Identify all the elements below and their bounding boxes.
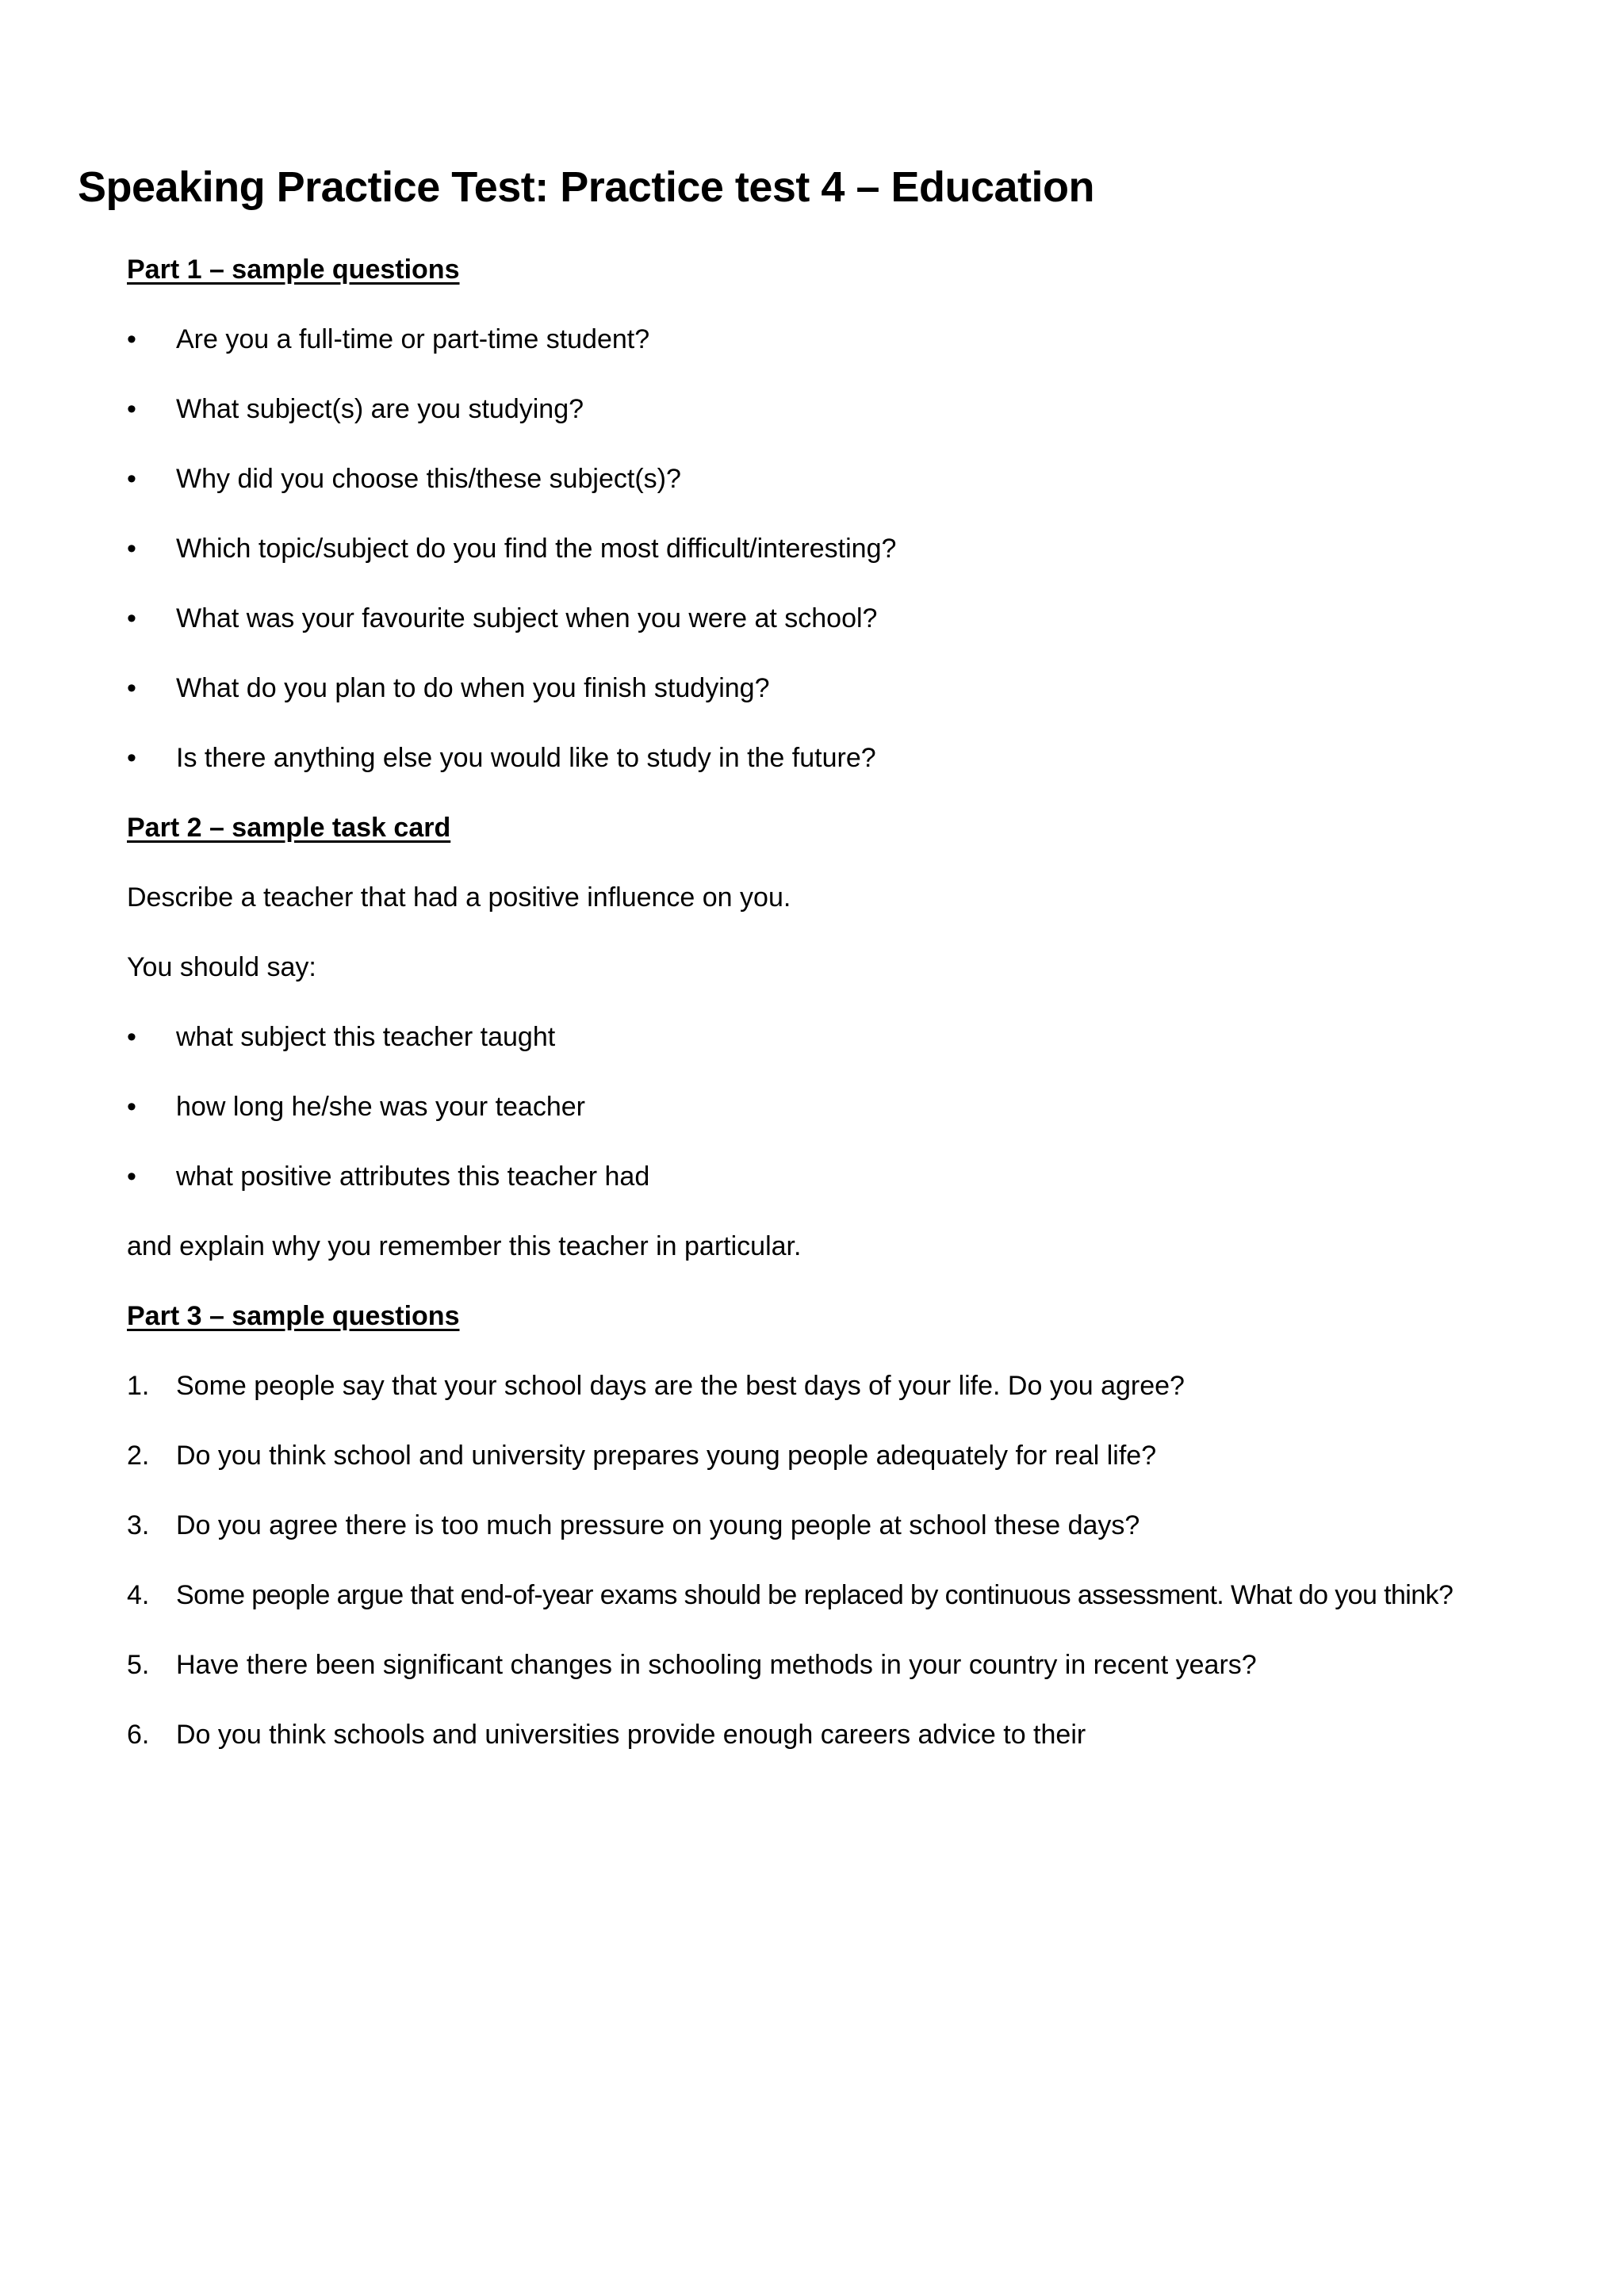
bullet-icon (127, 740, 176, 775)
part3-question (127, 1717, 1592, 1752)
bullet-icon (127, 392, 176, 427)
part1-heading: Part 1 – sample questions (127, 254, 460, 285)
part3-question-text: Do you think schools and universities provide enough careers advice to their (176, 1720, 1086, 1750)
bullet-icon (127, 671, 176, 706)
part2-point (127, 1089, 1592, 1124)
question-number: 1. (127, 1371, 150, 1401)
question-number: 2. (127, 1441, 150, 1471)
part1-question (127, 601, 1592, 636)
bullet-icon (127, 1020, 176, 1054)
part2-point-text: what positive attributes this teacher had (176, 1161, 650, 1192)
bullet-icon (127, 1159, 176, 1194)
part1-question (127, 740, 1592, 775)
part2-point-text: how long he/she was your teacher (176, 1092, 585, 1122)
part3-question-text: Do you agree there is too much pressure on young people at school these days? (176, 1510, 1140, 1540)
part2-lead-in: You should say: (127, 952, 316, 982)
bullet-icon (127, 461, 176, 496)
part1-question-text: What do you plan to do when you finish studying? (176, 673, 770, 703)
part2-point-text: what subject this teacher taught (176, 1022, 556, 1052)
bullet-icon (127, 601, 176, 636)
part3-question-text: Have there been significant changes in schooling methods in your country in recent years? (176, 1650, 1257, 1680)
bullet-icon (127, 322, 176, 357)
part1-question-text: Are you a full-time or part-time student? (176, 324, 650, 354)
part1-question (127, 392, 1592, 427)
question-number: 3. (127, 1510, 150, 1540)
part3-question (127, 1438, 1592, 1473)
question-number: 6. (127, 1720, 150, 1750)
part2-prompt: Describe a teacher that had a positive influence on you. (127, 882, 791, 913)
part3-question (127, 1647, 1592, 1682)
part1-question (127, 322, 1592, 357)
part3-question-text: Some people argue that end-of-year exams should be replaced by continuous assessment. What do you think? (176, 1580, 1454, 1610)
part1-question-text: What subject(s) are you studying? (176, 394, 584, 424)
part3-question-text: Some people say that your school days are the best days of your life. Do you agree? (176, 1371, 1185, 1401)
part2-point (127, 1159, 1592, 1194)
part3-question-text: Do you think school and university prepares young people adequately for real life? (176, 1441, 1157, 1471)
part3-question (127, 1368, 1592, 1403)
part3-heading: Part 3 – sample questions (127, 1301, 460, 1331)
part1-question (127, 671, 1592, 706)
page-title: Speaking Practice Test: Practice test 4 – Education (78, 163, 1094, 211)
part1-question-text: Why did you choose this/these subject(s)? (176, 464, 681, 494)
part1-question-text: Is there anything else you would like to study in the future? (176, 743, 876, 773)
part1-question (127, 531, 1592, 566)
part2-point (127, 1020, 1592, 1054)
part3-question (127, 1578, 1592, 1613)
bullet-icon (127, 531, 176, 566)
question-number: 5. (127, 1650, 150, 1680)
part1-question-text: What was your favourite subject when you were at school? (176, 603, 878, 633)
part3-question (127, 1508, 1592, 1543)
part2-closing: and explain why you remember this teacher in particular. (127, 1231, 802, 1261)
part1-question (127, 461, 1592, 496)
bullet-icon (127, 1089, 176, 1124)
question-number: 4. (127, 1580, 150, 1610)
part1-question-text: Which topic/subject do you find the most difficult/interesting? (176, 534, 897, 564)
part2-heading: Part 2 – sample task card (127, 813, 451, 843)
